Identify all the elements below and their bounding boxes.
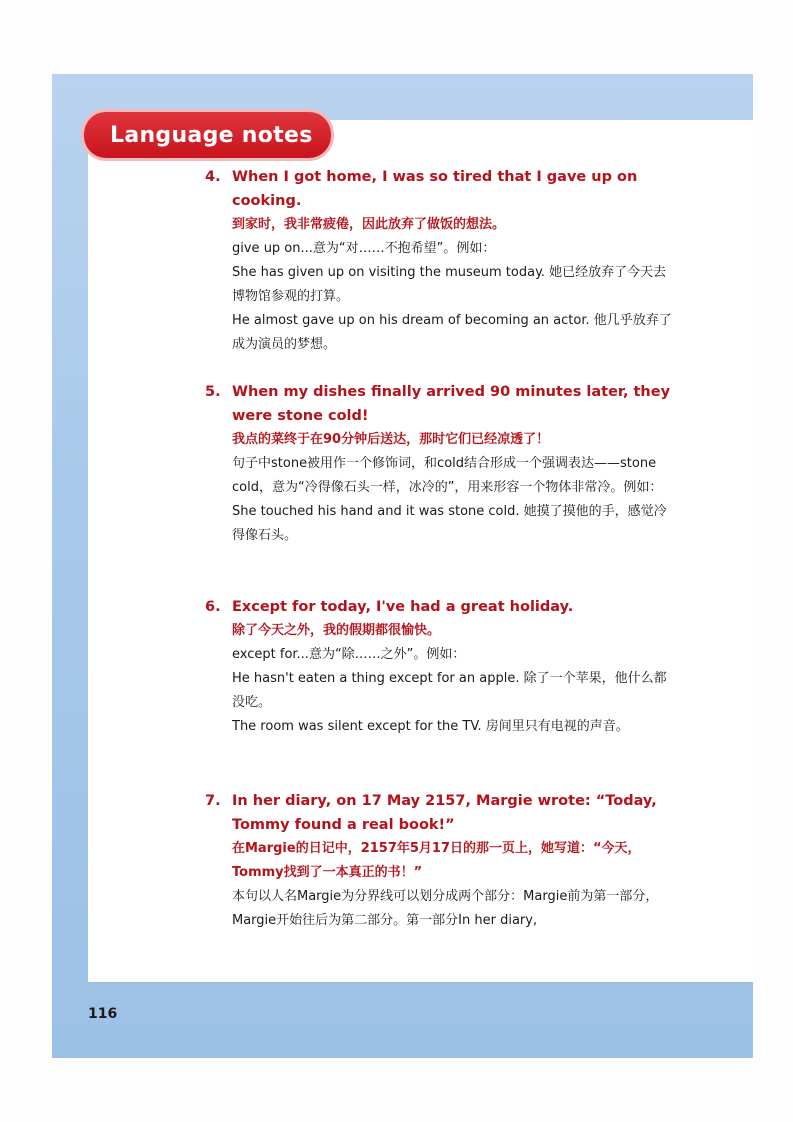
note-translation: 除了今天之外，我的假期都很愉快。 bbox=[232, 623, 441, 638]
note-heading: Except for today, I've had a great holiday. bbox=[232, 599, 574, 615]
note-body-line: The room was silent except for the TV. 房间里只有电视的声音。 bbox=[232, 719, 629, 734]
section-banner bbox=[84, 112, 331, 158]
note-body-line: He hasn't eaten a thing except for an apple. 除了一个苹果，他什么都没吃。 bbox=[232, 671, 667, 710]
note-heading: In her diary, on 17 May 2157, Margie wrote: “Today, Tommy found a real book!” bbox=[232, 793, 657, 833]
note-heading: When my dishes finally arrived 90 minutes later, they were stone cold! bbox=[232, 384, 671, 424]
note-6 bbox=[205, 595, 677, 739]
banner-title: Language notes bbox=[110, 122, 313, 148]
note-body-line: 句子中stone被用作一个修饰词，和cold结合形成一个强调表达——stone cold，意为“冷得像石头一样，冰冷的”，用来形容一个物体非常冷。例如： bbox=[232, 456, 663, 495]
note-number: 4. bbox=[205, 169, 221, 185]
page-number: 116 bbox=[88, 1006, 118, 1022]
note-body-line: give up on...意为“对……不抱希望”。例如： bbox=[232, 241, 496, 256]
note-body-line: 本句以人名Margie为分界线可以划分成两个部分：Margie前为第一部分，Margie开始往后为第二部分。第一部分In her diary, bbox=[232, 889, 659, 928]
note-7 bbox=[205, 789, 677, 933]
note-number: 6. bbox=[205, 599, 221, 615]
note-translation: 到家时，我非常疲倦，因此放弃了做饭的想法。 bbox=[232, 217, 506, 232]
note-body-line: She has given up on visiting the museum today. 她已经放弃了今天去博物馆参观的打算。 bbox=[232, 265, 667, 304]
note-number: 5. bbox=[205, 384, 221, 400]
note-body-line: He almost gave up on his dream of becoming an actor. 他几乎放弃了成为演员的梦想。 bbox=[232, 313, 672, 352]
note-number: 7. bbox=[205, 793, 221, 809]
note-body-line: except for...意为“除……之外”。例如： bbox=[232, 647, 466, 662]
note-translation: 在Margie的日记中，2157年5月17日的那一页上，她写道：“今天，Tommy找到了一本真正的书！” bbox=[232, 841, 641, 880]
note-body-line: She touched his hand and it was stone cold. 她摸了摸他的手，感觉冷得像石头。 bbox=[232, 504, 667, 543]
note-5 bbox=[205, 380, 677, 548]
note-translation: 我点的菜终于在90分钟后送达，那时它们已经凉透了！ bbox=[232, 432, 550, 447]
note-heading: When I got home, I was so tired that I gave up on cooking. bbox=[232, 169, 638, 209]
note-4 bbox=[205, 165, 677, 357]
